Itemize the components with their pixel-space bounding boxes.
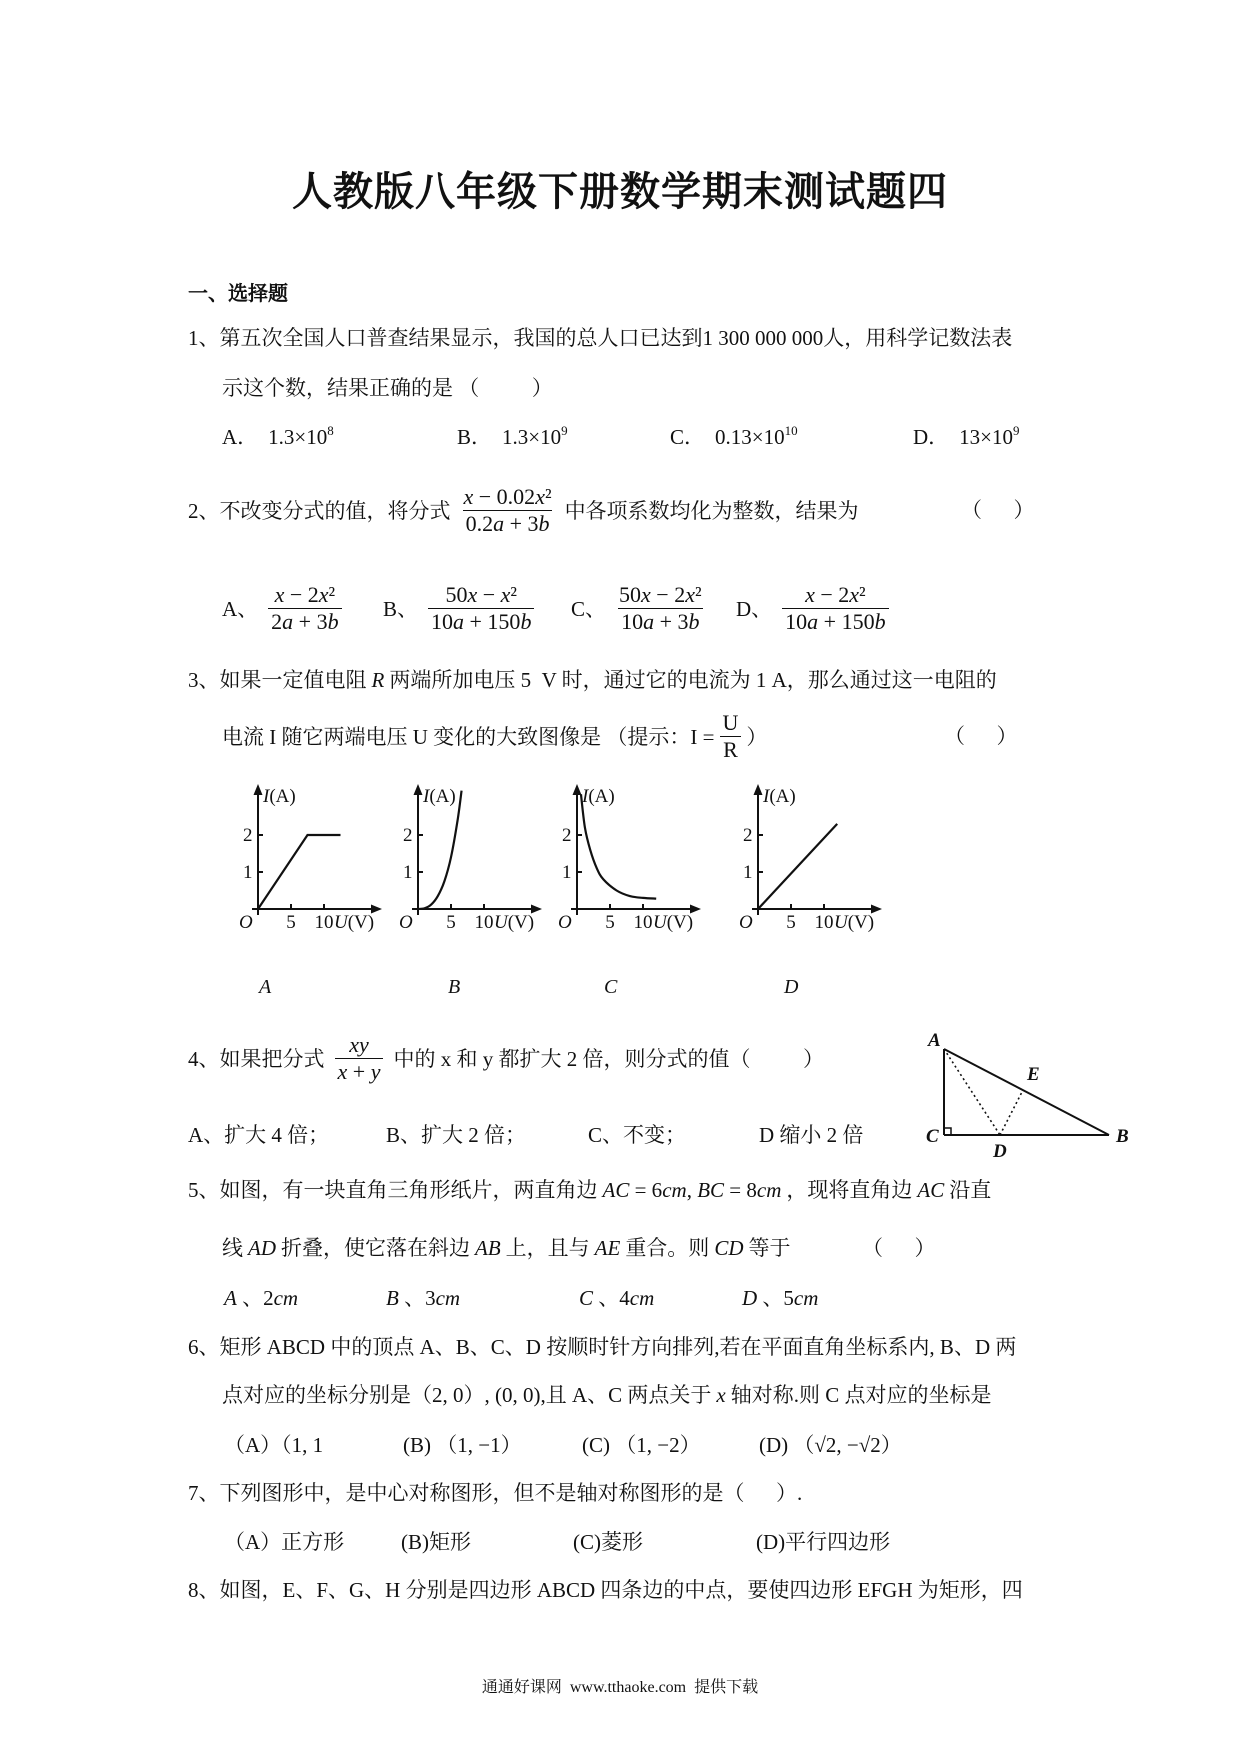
option-exponent: 10 xyxy=(784,423,798,438)
q1-answer-paren: （ ） xyxy=(458,376,553,400)
graph-curve-d xyxy=(758,824,837,909)
q4-prefix: 4、如果把分式 xyxy=(188,1046,325,1071)
q5-option-c: C 、4cm xyxy=(579,1286,655,1310)
q6-option-a: （A）（1, 1 xyxy=(224,1433,324,1457)
page-title: 人教版八年级下册数学期末测试题四 xyxy=(292,169,948,215)
graph-marks xyxy=(403,791,494,933)
q1-line2-text: 示这个数，结果正确的是 xyxy=(222,376,453,400)
x-tick-label: 5 xyxy=(786,912,796,933)
vertex-label-c: C xyxy=(926,1126,939,1147)
q4-option-c: C、不变； xyxy=(588,1123,687,1147)
q7-option-d: (D)平行四边形 xyxy=(756,1530,891,1554)
x-axis-unit: (V) xyxy=(347,912,375,933)
y-axis-label xyxy=(581,786,615,807)
option-exponent: 9 xyxy=(561,423,568,438)
q2-line1 xyxy=(188,484,859,537)
q6-line1: 6、矩形 ABCD 中的顶点 A、B、C、D 按顺时针方向排列,若在平面直角坐标系内, B、D 两 xyxy=(188,1335,1017,1359)
q4-suffix: 中的 x 和 y 都扩大 2 倍，则分式的值（ ） xyxy=(393,1046,824,1071)
y-tick-label: 2 xyxy=(743,825,753,846)
q5-option-b: B 、3cm xyxy=(386,1286,461,1310)
q5-text: 重合。则 xyxy=(625,1236,710,1260)
q6-math: x xyxy=(716,1383,726,1407)
q4-fraction xyxy=(330,1032,389,1085)
q1-option-c xyxy=(670,424,798,450)
q7-option-a: （A）正方形 xyxy=(224,1530,345,1554)
x-tick-label: 10 xyxy=(814,912,834,933)
q2-suffix: 中各项系数均化为整数，结果为 xyxy=(564,498,859,523)
origin-label: O xyxy=(399,912,413,933)
q3-line1-a: 3、如果一定值电阻 xyxy=(188,668,367,692)
q5-text: 上，且与 xyxy=(505,1236,590,1260)
q2-option-b xyxy=(383,582,544,635)
y-axis-label xyxy=(762,786,796,807)
q1-option-b xyxy=(457,424,568,450)
q7-option-c: (C)菱形 xyxy=(573,1530,643,1554)
y-tick-label: 1 xyxy=(743,862,753,883)
graph-curve-a xyxy=(258,835,341,909)
q7-option-b: (B)矩形 xyxy=(401,1530,471,1554)
numerator: x − 2x² xyxy=(274,582,336,607)
option-letter: A． xyxy=(222,425,259,449)
q4-line1 xyxy=(188,1032,824,1085)
numerator: x − 0.02x² xyxy=(463,484,552,509)
option-fraction xyxy=(777,582,893,635)
q3-line1 xyxy=(188,667,997,693)
x-axis-label xyxy=(494,912,534,933)
y-axis-symbol: I xyxy=(763,786,770,807)
q5-answer-paren: （ ） xyxy=(862,1236,936,1260)
vertex-label-d: D xyxy=(993,1141,1007,1162)
x-axis-symbol: U xyxy=(653,912,667,933)
q3-line1-b: 两端所加电压 5 V 时，通过它的电流为 1 A，那么通过这一电阻的 xyxy=(389,668,997,692)
option-letter: C． xyxy=(670,425,706,449)
y-tick-label: 2 xyxy=(243,825,253,846)
option-fraction xyxy=(423,582,539,635)
x-tick-label: 10 xyxy=(474,912,494,933)
x-tick-label: 5 xyxy=(446,912,456,933)
q5-text: 沿直 xyxy=(949,1178,992,1202)
q5-math: AB xyxy=(475,1236,501,1260)
x-axis-unit: (V) xyxy=(666,912,694,933)
q5-math: AC = 6cm, BC = 8cm xyxy=(602,1178,782,1202)
q1-line2 xyxy=(222,375,553,401)
x-tick-label: 5 xyxy=(286,912,296,933)
right-angle-mark xyxy=(944,1128,951,1135)
y-axis-unit: (A) xyxy=(588,786,615,807)
q3-variable-r: R xyxy=(371,668,385,692)
denominator: 10a + 150b xyxy=(782,608,888,635)
q5-text: 线 xyxy=(222,1236,243,1260)
denominator: 0.2a + 3b xyxy=(463,510,553,537)
q6-line2 xyxy=(222,1382,992,1408)
q2-answer-paren: （ ） xyxy=(961,498,1035,522)
origin-label: O xyxy=(239,912,253,933)
x-tick-label: 5 xyxy=(605,912,615,933)
q5-line1 xyxy=(188,1177,991,1203)
q7-line1: 7、下列图形中，是中心对称图形，但不是轴对称图形的是（ ）. xyxy=(188,1481,803,1505)
option-letter: D． xyxy=(913,425,950,449)
q5-line2 xyxy=(222,1235,791,1261)
origin-label: O xyxy=(558,912,572,933)
fold-line-ad xyxy=(944,1049,1000,1135)
graph-label-b: B xyxy=(448,976,461,998)
q4-option-d: D 缩小 2 倍 xyxy=(759,1123,864,1147)
option-letter: D、 xyxy=(736,596,773,621)
y-axis-label xyxy=(262,786,296,807)
q1-option-a xyxy=(222,424,334,450)
x-axis-label xyxy=(334,912,374,933)
vertex-label-b: B xyxy=(1116,1126,1129,1147)
q6-option-b: (B) （1, −1） xyxy=(403,1433,522,1457)
denominator: 10a + 3b xyxy=(618,608,702,635)
q5-text: 等于 xyxy=(748,1236,791,1260)
graph-label-c: C xyxy=(604,976,618,998)
q6-option-c: (C) （1, −2） xyxy=(582,1433,701,1457)
denominator: 10a + 150b xyxy=(428,608,534,635)
numerator: U xyxy=(722,710,739,735)
q2-option-c xyxy=(571,582,715,635)
x-axis-symbol: U xyxy=(334,912,348,933)
numerator: 50x − 2x² xyxy=(619,582,702,607)
graph-b xyxy=(396,781,556,936)
denominator: x + y xyxy=(335,1058,384,1085)
y-tick-label: 2 xyxy=(562,825,572,846)
q2-prefix: 2、不改变分式的值，将分式 xyxy=(188,498,451,523)
fold-line-de xyxy=(1000,1090,1023,1135)
graph-c xyxy=(555,781,715,936)
q2-option-a xyxy=(222,582,352,635)
q5-math: AE xyxy=(594,1236,621,1260)
q1-option-d xyxy=(913,424,1020,450)
q6-text: 点对应的坐标分别是（2, 0）, (0, 0),且 A、C 两点关于 xyxy=(222,1383,712,1407)
option-letter: A、 xyxy=(222,596,259,621)
q5-text: ，现将直角边 xyxy=(786,1178,913,1202)
q6-text: 轴对称.则 C 点对应的坐标是 xyxy=(730,1383,992,1407)
option-base: 1.3×10 xyxy=(502,425,562,449)
q2-fraction xyxy=(456,484,560,537)
y-axis-unit: (A) xyxy=(269,786,296,807)
q4-option-a: A、扩大 4 倍； xyxy=(188,1123,330,1147)
x-tick-label: 10 xyxy=(633,912,653,933)
q3-answer-paren: （ ） xyxy=(944,724,1018,748)
q6-option-d: (D) （√2, −√2） xyxy=(759,1433,902,1457)
x-axis-label xyxy=(834,912,874,933)
x-axis-label xyxy=(653,912,693,933)
y-axis-symbol: I xyxy=(582,786,589,807)
q5-option-d: D 、5cm xyxy=(742,1286,819,1310)
graph-a xyxy=(236,781,396,936)
denominator: R xyxy=(720,736,741,763)
triangle-figure xyxy=(920,1030,1135,1162)
q4-option-b: B、扩大 2 倍； xyxy=(386,1123,527,1147)
x-axis-symbol: U xyxy=(494,912,508,933)
y-axis-label xyxy=(422,786,456,807)
y-axis-arrow xyxy=(254,784,263,795)
q5-option-a: A 、2cm xyxy=(224,1286,299,1310)
page-footer: 通通好课网 www.tthaoke.com 提供下载 xyxy=(481,1679,759,1696)
graph-curve-b xyxy=(418,791,462,909)
y-axis-unit: (A) xyxy=(769,786,796,807)
q5-math: CD xyxy=(714,1236,744,1260)
graph-d xyxy=(736,781,896,936)
vertex-label-a: A xyxy=(928,1030,941,1051)
y-tick-label: 1 xyxy=(403,862,413,883)
option-base: 13×10 xyxy=(959,425,1014,449)
y-axis-unit: (A) xyxy=(429,786,456,807)
x-axis-unit: (V) xyxy=(847,912,875,933)
y-axis-arrow xyxy=(754,784,763,795)
option-base: 0.13×10 xyxy=(715,425,785,449)
y-tick-label: 2 xyxy=(403,825,413,846)
y-axis-arrow xyxy=(573,784,582,795)
y-tick-label: 1 xyxy=(243,862,253,883)
q3-line2-b: ） xyxy=(746,724,768,749)
denominator: 2a + 3b xyxy=(268,608,341,635)
x-axis-symbol: U xyxy=(834,912,848,933)
graph-label-d: D xyxy=(784,976,799,998)
numerator: x − 2x² xyxy=(805,582,866,607)
y-tick-label: 1 xyxy=(562,862,572,883)
q5-text: 5、如图，有一块直角三角形纸片，两直角边 xyxy=(188,1178,598,1202)
vertex-label-e: E xyxy=(1027,1064,1040,1085)
option-exponent: 8 xyxy=(327,423,334,438)
option-base: 1.3×10 xyxy=(268,425,328,449)
option-exponent: 9 xyxy=(1013,423,1020,438)
option-letter: B、 xyxy=(383,596,419,621)
y-axis-symbol: I xyxy=(263,786,270,807)
q5-text: 折叠，使它落在斜边 xyxy=(281,1236,470,1260)
q2-option-d xyxy=(736,582,899,635)
y-axis-arrow xyxy=(414,784,423,795)
numerator: 50x − x² xyxy=(445,582,517,607)
side-ab xyxy=(944,1049,1109,1135)
option-letter: C、 xyxy=(571,596,607,621)
q3-line2-a: 电流 I 随它两端电压 U 变化的大致图像是 （提示：I = xyxy=(222,724,715,749)
q1-line1: 1、第五次全国人口普查结果显示，我国的总人口已达到1 300 000 000人，用科学记数法表 xyxy=(188,326,1013,350)
q3-line2 xyxy=(222,710,767,763)
graph-curve-c xyxy=(581,794,656,898)
q3-hint-fraction xyxy=(720,710,742,763)
option-fraction xyxy=(263,582,346,635)
q5-math: AC xyxy=(917,1178,945,1202)
q8-line1: 8、如图，E、F、G、H 分别是四边形 ABCD 四条边的中点，要使四边形 EFGH 为矩形，四 xyxy=(188,1578,1023,1602)
option-letter: B． xyxy=(457,425,493,449)
option-fraction xyxy=(611,582,710,635)
graph-label-a: A xyxy=(259,976,272,998)
x-tick-label: 10 xyxy=(314,912,334,933)
section-heading: 一、选择题 xyxy=(188,281,288,305)
numerator: xy xyxy=(349,1032,369,1057)
y-axis-symbol: I xyxy=(423,786,430,807)
q5-math: AD xyxy=(248,1236,276,1260)
x-axis-unit: (V) xyxy=(507,912,535,933)
origin-label: O xyxy=(739,912,753,933)
